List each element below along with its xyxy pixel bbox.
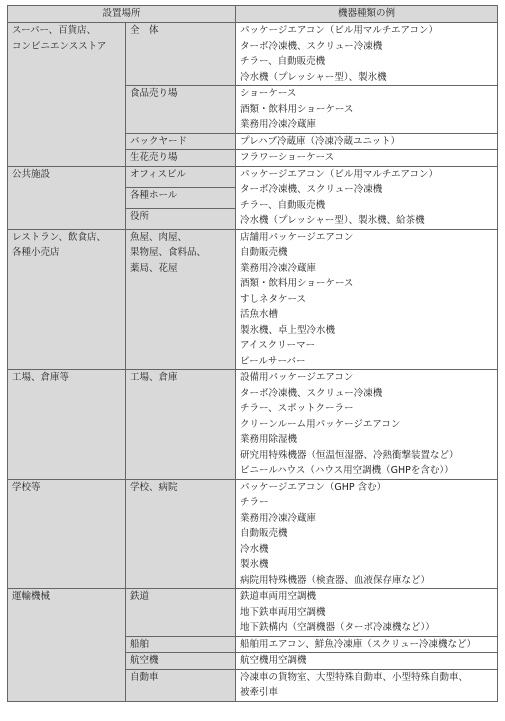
cell-line: ビニールハウス（ハウス用空調機（GHPを含む）） [240, 465, 454, 476]
cell-line: 業務用冷凍冷蔵庫 [240, 512, 317, 524]
cell-line: チラー、自動販売機 [240, 199, 326, 211]
cell-line: コンビニエンスストア [12, 40, 107, 52]
cell-line: ターボ冷凍機、スクリュー冷凍機 [240, 40, 383, 52]
equipment-cell [236, 653, 498, 670]
table-row [8, 166, 498, 187]
cell-line: 工場、倉庫等 [12, 372, 70, 383]
equipment-cell [236, 133, 498, 150]
category-cell [8, 23, 126, 167]
cell-line: 病院用特殊機器（検査器、血液保存庫など） [240, 574, 431, 586]
header-row [8, 6, 498, 23]
equipment-cell [236, 150, 498, 167]
cell-line: 業務用冷凍冷蔵庫 [240, 119, 317, 130]
table-body [8, 23, 498, 702]
equipment-cell [236, 23, 498, 86]
cell-line: 被牽引車 [240, 687, 279, 698]
cell-line: 業務用冷凍冷蔵庫 [240, 262, 317, 274]
table-row [8, 23, 498, 86]
cell-line: 各種ホール [130, 189, 178, 201]
cell-line: クリーンルーム用パッケージエアコン [240, 418, 401, 430]
cell-line: ターボ冷凍機、スクリュー冷凍機 [240, 184, 383, 195]
cell-line: 工場、倉庫 [130, 372, 178, 383]
cell-line: 生花売り場 [130, 152, 178, 163]
cell-line: オフィスビル [130, 168, 186, 180]
location-cell [126, 653, 236, 670]
cell-line: チラー [240, 497, 269, 508]
cell-line: 酒類・飲料用ショーケース [240, 278, 354, 289]
category-cell [8, 166, 126, 229]
cell-line: 鉄道 [130, 591, 150, 602]
cell-line: 冷凍車の貨物室、大型特殊自動車、小型特殊自動車、 [240, 671, 469, 683]
cell-line: 薬局、花屋 [130, 262, 178, 274]
cell-line: 運輸機械 [12, 591, 51, 602]
cell-line: 魚屋、肉屋、 [130, 231, 188, 243]
cell-line: チラー、スポットクーラー [240, 403, 354, 414]
cell-line: パッケージエアコン（GHP 含む） [240, 481, 387, 493]
cell-line: スーパー、百貨店、 [12, 25, 97, 36]
equipment-cell [236, 589, 498, 637]
category-cell [8, 370, 126, 480]
cell-line: 製氷機 [240, 559, 269, 570]
cell-line: 冷水機（プレッシャー型）、製氷機 [240, 71, 387, 83]
equipment-cell [236, 229, 498, 370]
location-cell [126, 133, 236, 150]
location-cell [126, 208, 236, 229]
cell-line: 航空機用空調機 [240, 655, 307, 666]
cell-line: レストラン、飲食店、 [12, 231, 106, 243]
cell-line: 自動車 [130, 671, 159, 683]
equipment-cell [236, 86, 498, 134]
category-cell [8, 479, 126, 589]
cell-line: プレハブ冷蔵庫（冷凍冷蔵ユニット） [240, 135, 401, 147]
cell-line: パッケージエアコン（ビル用マルチエアコン） [240, 25, 438, 36]
cell-line: 各種小売店 [12, 247, 60, 258]
cell-line: 活魚水槽 [240, 309, 279, 320]
cell-line: 食品売り場 [130, 88, 178, 99]
cell-line: 船舶 [130, 638, 150, 650]
cell-line: 冷水機（プレッシャー型）、製氷機、給茶機 [240, 215, 425, 226]
cell-line: ビールサーバー [240, 355, 306, 367]
cell-line: フラワーショーケース [240, 152, 335, 163]
equipment-cell [236, 370, 498, 480]
location-cell [126, 150, 236, 167]
table-row [8, 479, 498, 589]
location-cell [126, 479, 236, 589]
cell-line: パッケージエアコン（ビル用マルチエアコン） [240, 168, 438, 180]
cell-line: 業務用除湿機 [240, 434, 298, 445]
cell-line: アイスクリーマー [240, 340, 316, 351]
table-row [8, 589, 498, 637]
cell-line: 果物屋、食料品、 [130, 247, 207, 258]
cell-line: 冷水機 [240, 543, 269, 555]
cell-line: 役所 [130, 210, 150, 222]
header-location: 設置場所 [8, 6, 236, 23]
cell-line: チラー、自動販売機 [240, 56, 326, 67]
cell-line: 設備用パッケージエアコン [240, 372, 354, 383]
equipment-table [7, 5, 498, 702]
cell-line: 地下鉄車両用空調機 [240, 606, 326, 618]
location-cell [126, 669, 236, 701]
cell-line: 鉄道車両用空調機 [240, 591, 317, 602]
cell-line: 製氷機、卓上型冷水機 [240, 324, 336, 336]
cell-line: 研究用特殊機器（恒温恒湿器、冷熱衝撃装置など） [240, 449, 459, 461]
location-cell [126, 23, 236, 86]
cell-line: すしネタケース [240, 293, 307, 305]
cell-line: 地下鉄構内（空調機器（ターボ冷凍機など）） [240, 622, 435, 633]
location-cell [126, 86, 236, 134]
category-cell [8, 589, 126, 702]
category-cell [8, 229, 126, 370]
cell-line: 自動販売機 [240, 247, 288, 258]
location-cell [126, 636, 236, 653]
cell-line: 店舗用パッケージエアコン [240, 231, 354, 243]
cell-line: ショーケース [240, 88, 297, 99]
equipment-cell [236, 669, 498, 701]
cell-line: 学校等 [12, 481, 41, 493]
cell-line: 公共施設 [12, 168, 51, 180]
equipment-cell [236, 636, 498, 653]
cell-line: バックヤード [130, 135, 188, 147]
cell-line: 船舶用エアコン、鮮魚冷凍庫（スクリュー冷凍機など） [240, 638, 476, 650]
cell-line: 自動販売機 [240, 528, 288, 539]
location-cell [126, 229, 236, 370]
location-cell [126, 589, 236, 637]
equipment-cell [236, 479, 498, 589]
cell-line: 酒類・飲料用ショーケース [240, 103, 354, 115]
cell-line: 学校、病院 [130, 481, 178, 493]
location-cell [126, 187, 236, 208]
table-row [8, 370, 498, 480]
cell-line: ターボ冷凍機、スクリュー冷凍機 [240, 387, 383, 399]
location-cell [126, 370, 236, 480]
table-row [8, 229, 498, 370]
equipment-cell [236, 166, 498, 229]
cell-line: 航空機 [130, 655, 159, 666]
header-equipment: 機器種類の例 [236, 6, 498, 23]
cell-line: 全 体 [130, 25, 159, 36]
location-cell [126, 166, 236, 187]
